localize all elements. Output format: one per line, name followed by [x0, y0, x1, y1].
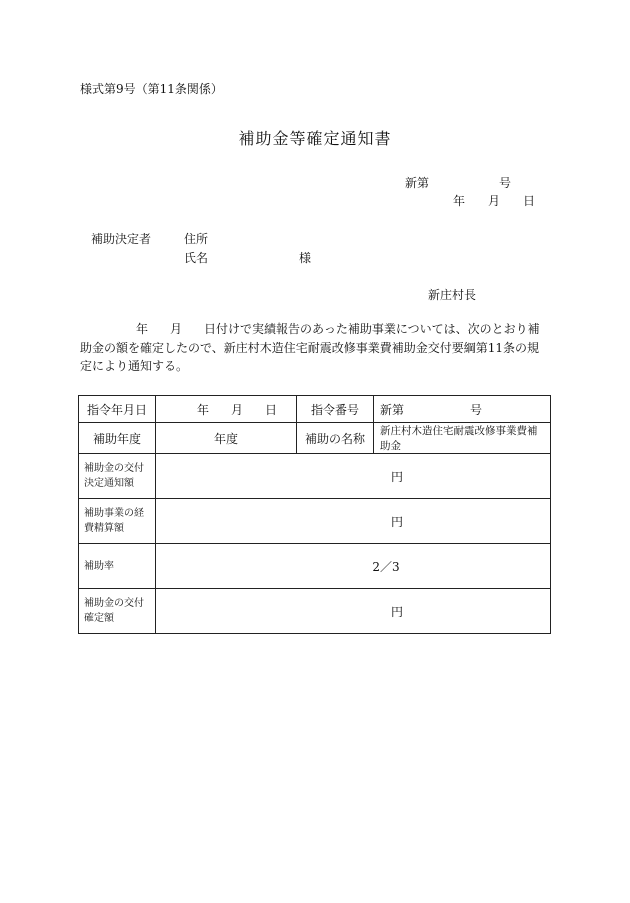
date-month: 月 — [488, 194, 501, 208]
body-text: 日付けで実績報告のあった補助事業については、次のとおり補助金の額を確定したので、新庄村木造住宅耐震改修事業費補助金交付要綱第11条の規定により通知する。 — [80, 322, 540, 373]
subsidy-name-label: 補助の名称 — [297, 423, 374, 454]
order-number-label: 指令番号 — [297, 396, 374, 423]
recipient-label: 補助決定者 — [91, 232, 152, 246]
date-day: 日 — [523, 194, 536, 208]
order-number-value — [374, 396, 551, 423]
confirmed-amount-value: 円 — [156, 589, 551, 634]
notice-body — [80, 320, 550, 376]
table-row — [79, 499, 551, 544]
decision-amount-value: 円 — [156, 454, 551, 499]
order-date-label: 指令年月日 — [79, 396, 156, 423]
subsidy-rate-label: 補助率 — [79, 544, 156, 589]
settled-cost-value: 円 — [156, 499, 551, 544]
subsidy-name-value: 新庄村木造住宅耐震改修事業費補助金 — [374, 423, 551, 454]
confirmation-table — [78, 395, 551, 634]
document-title: 補助金等確定通知書 — [238, 129, 392, 148]
body-year: 年 — [136, 322, 149, 336]
order-number-suffix: 号 — [470, 402, 483, 417]
order-date-value — [156, 396, 297, 423]
table-row — [79, 423, 551, 454]
table-row — [79, 544, 551, 589]
order-number-prefix: 新第 — [380, 402, 405, 417]
table-row — [79, 589, 551, 634]
doc-number-prefix: 新第 — [405, 176, 430, 190]
form-number: 様式第9号（第11条関係） — [80, 82, 223, 96]
order-year: 年 — [196, 402, 209, 417]
subsidy-year-value: 年度 — [156, 423, 297, 454]
name-label: 氏名 — [184, 251, 209, 265]
settled-cost-label: 補助事業の経費精算額 — [79, 499, 156, 544]
address-label: 住所 — [184, 232, 209, 246]
sender-name: 新庄村長 — [428, 288, 477, 302]
subsidy-year-label: 補助年度 — [79, 423, 156, 454]
order-month: 月 — [230, 402, 243, 417]
confirmed-amount-label: 補助金の交付確定額 — [79, 589, 156, 634]
body-month: 月 — [170, 322, 183, 336]
decision-amount-label: 補助金の交付決定通知額 — [79, 454, 156, 499]
table-row — [79, 454, 551, 499]
doc-number-suffix: 号 — [499, 176, 512, 190]
order-day: 日 — [265, 402, 278, 417]
honorific: 様 — [299, 251, 312, 265]
table-row — [79, 396, 551, 423]
subsidy-rate-value: 2／3 — [156, 544, 551, 589]
date-year: 年 — [453, 194, 466, 208]
